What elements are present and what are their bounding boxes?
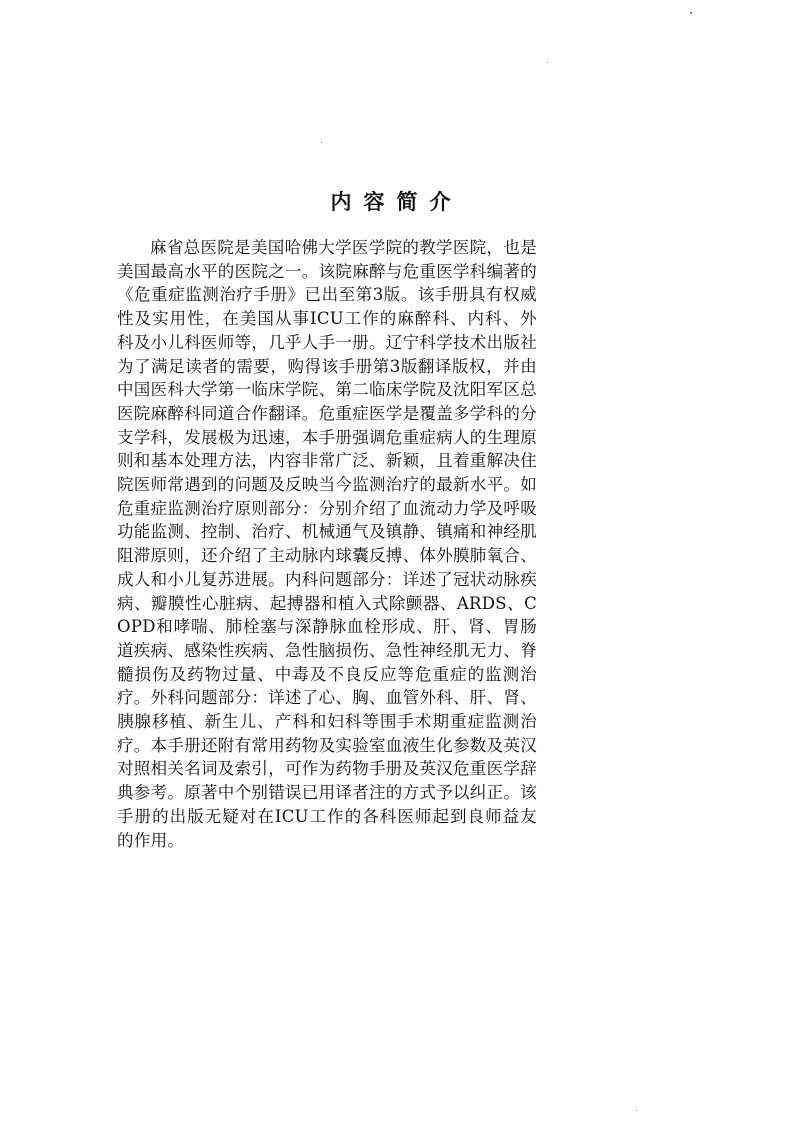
summary-paragraph: 麻省总医院是美国哈佛大学医学院的教学医院，也是美国最高水平的医院之一。该院麻醉与危重医学科编著的《危重症监测治疗手册》已出至第3版。该手册具有权威性及实用性，在美国从事ICU工作的麻醉科、内科、外科及小儿科医师等，几乎人手一册。辽宁科学技术出版社为了满足读者的需要，购得该手册第3版翻译版权，并由中国医科大学第一临床学院、第二临床学院及沈阳军区总医院麻醉科同道合作翻译。危重症医学是覆盖多学科的分支学科，发展极为迅速，本手册强调危重症病人的生理原则和基本处理方法，内容非常广泛、新颖，且着重解决住院医师常遇到的问题及反映当今监测治疗的最新水平。如危重症监测治疗原则部分：分别介绍了血流动力学及呼吸功能监测、控制、治疗、机械通气及镇静、镇痛和神经肌阻滞原则，还介绍了主动脉内球囊反搏、体外膜肺氧合、成人和小儿复苏进展。内科问题部分：详述了冠状动脉疾病、瓣膜性心脏病、起搏器和植入式除颤器、ARDS、COPD和哮喘、肺栓塞与深静脉血栓形成、肝、肾、胃肠道疾病、感染性疾病、急性脑损伤、急性神经肌无力、脊髓损伤及药物过量、中毒及不良反应等危重症的监测治疗。外科问题部分：详述了心、胸、血管外科、肝、肾、胰腺移植、新生儿、产科和妇科等围手术期重症监测治疗。本手册还附有常用药物及实验室血液生化参数及英汉对照相关名词及索引，可作为药物手册及英汉危重医学辞典参考。原著中个别错误已用译者注的方式予以纠正。该手册的出版无疑对在ICU工作的各科医师起到良师益友的作用。 [117, 238, 537, 850]
scan-speck [547, 62, 548, 63]
page-title: 内容简介 [330, 190, 463, 214]
scan-speck [321, 142, 322, 143]
scan-speck [636, 1110, 637, 1111]
scan-speck [690, 12, 692, 14]
